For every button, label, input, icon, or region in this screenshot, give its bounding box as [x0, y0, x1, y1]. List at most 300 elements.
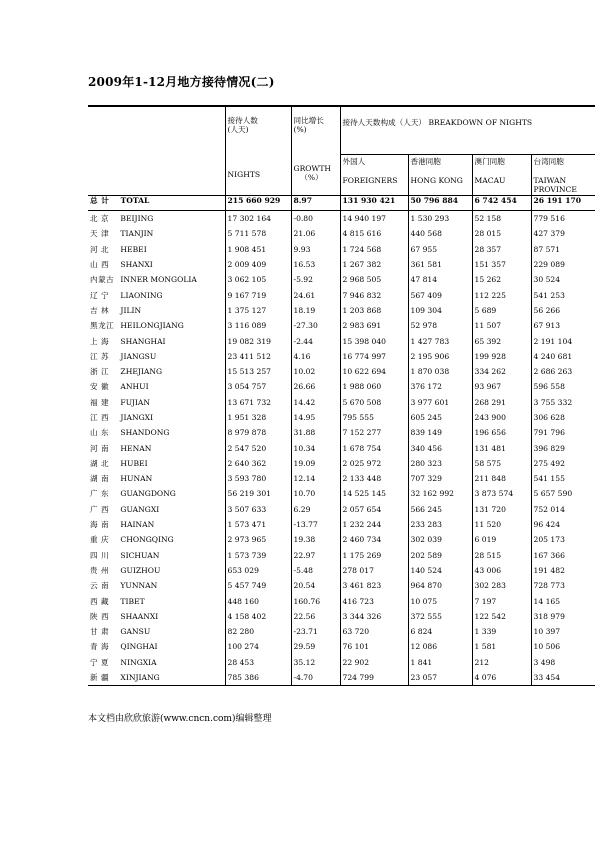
taiwan-cell: 30 524 [531, 272, 595, 287]
growth-cell: 16.53 [291, 257, 340, 272]
table-row [88, 502, 595, 517]
foreigners-cell: 1 203 868 [340, 303, 408, 318]
foreigners-cell: 724 799 [340, 670, 408, 686]
macau-cell: 122 542 [472, 609, 531, 624]
total-zh: 总 计 [90, 196, 110, 205]
table-row [88, 379, 595, 394]
header-region-cell [88, 106, 225, 155]
taiwan-cell: 396 829 [531, 440, 595, 455]
total-hongkong: 50 796 884 [408, 196, 472, 211]
region-en: ZHEJIANG [120, 367, 163, 377]
header-taiwan [531, 155, 595, 196]
hongkong-cell: 605 245 [408, 410, 472, 425]
foreigners-cell: 7 152 277 [340, 425, 408, 440]
hongkong-cell: 839 149 [408, 425, 472, 440]
macau-cell: 302 283 [472, 578, 531, 593]
nights-cell: 3 116 089 [225, 318, 291, 333]
foreigners-cell: 278 017 [340, 563, 408, 578]
region-cell [88, 349, 225, 364]
region-cell [88, 364, 225, 379]
table-row [88, 578, 595, 593]
foreigners-cell: 2 983 691 [340, 318, 408, 333]
region-zh: 陕 西 [90, 611, 110, 621]
header-taiwan-zh: 台湾同胞 [533, 157, 564, 166]
header-growth-label: 同比增长 [293, 116, 324, 125]
taiwan-cell: 10 506 [531, 639, 595, 654]
foreigners-cell: 2 968 505 [340, 272, 408, 287]
region-cell [88, 303, 225, 318]
region-cell [88, 440, 225, 455]
growth-cell: -0.80 [291, 211, 340, 227]
taiwan-cell: 4 240 681 [531, 349, 595, 364]
taiwan-cell: 728 773 [531, 578, 595, 593]
macau-cell: 11 507 [472, 318, 531, 333]
region-zh: 江 西 [90, 413, 110, 422]
region-en: GUIZHOU [120, 565, 161, 575]
macau-cell: 199 928 [472, 349, 531, 364]
region-en: NINGXIA [120, 657, 157, 667]
taiwan-cell: 541 253 [531, 287, 595, 302]
rule-cell [88, 686, 225, 687]
table-row [88, 670, 595, 686]
nights-cell: 2 547 520 [225, 440, 291, 455]
foreigners-cell: 3 461 823 [340, 578, 408, 593]
region-zh: 辽 宁 [90, 290, 110, 300]
taiwan-cell: 96 424 [531, 517, 595, 532]
region-cell [88, 532, 225, 547]
foreigners-cell: 10 622 694 [340, 364, 408, 379]
taiwan-cell: 318 979 [531, 609, 595, 624]
growth-cell: 18.19 [291, 303, 340, 318]
taiwan-cell: 33 454 [531, 670, 595, 686]
total-foreigners: 131 930 421 [340, 196, 408, 211]
header-taiwan-en: TAIWAN PROVINCE [533, 176, 577, 194]
foreigners-cell: 1 232 244 [340, 517, 408, 532]
rule-cell [531, 686, 595, 687]
hongkong-cell: 1 870 038 [408, 364, 472, 379]
nights-cell: 2 973 965 [225, 532, 291, 547]
hongkong-cell: 372 555 [408, 609, 472, 624]
nights-cell: 1 573 471 [225, 517, 291, 532]
taiwan-cell: 541 155 [531, 471, 595, 486]
region-en: SHANXI [120, 260, 153, 270]
nights-cell: 1 375 127 [225, 303, 291, 318]
table-row [88, 440, 595, 455]
taiwan-cell: 167 366 [531, 548, 595, 563]
macau-cell: 5 689 [472, 303, 531, 318]
taiwan-cell: 56 266 [531, 303, 595, 318]
growth-cell: 20.54 [291, 578, 340, 593]
region-zh: 宁 夏 [90, 657, 110, 667]
table-row [88, 226, 595, 241]
growth-cell: -13.77 [291, 517, 340, 532]
macau-cell: 11 520 [472, 517, 531, 532]
region-en: GUANGXI [120, 504, 160, 514]
table-row [88, 425, 595, 440]
table-row [88, 272, 595, 287]
region-zh: 海 南 [90, 520, 110, 530]
growth-cell: 14.95 [291, 410, 340, 425]
region-cell [88, 257, 225, 272]
region-cell [88, 226, 225, 241]
hongkong-cell: 2 195 906 [408, 349, 472, 364]
region-zh: 云 南 [90, 581, 110, 591]
region-cell [88, 395, 225, 410]
macau-cell: 7 197 [472, 593, 531, 608]
region-zh: 吉 林 [90, 305, 110, 315]
header-hongkong [408, 155, 472, 196]
macau-cell: 1 339 [472, 624, 531, 639]
growth-cell: -5.92 [291, 272, 340, 287]
region-cell [88, 456, 225, 471]
header-foreigners-en: FOREIGNERS [342, 176, 398, 185]
region-cell [88, 639, 225, 654]
growth-cell: 4.16 [291, 349, 340, 364]
foreigners-cell: 2 133 448 [340, 471, 408, 486]
growth-cell: -4.70 [291, 670, 340, 686]
macau-cell: 212 [472, 655, 531, 670]
region-cell [88, 563, 225, 578]
region-en: HEILONGJIANG [120, 321, 184, 331]
nights-cell: 17 302 164 [225, 211, 291, 227]
macau-cell: 196 656 [472, 425, 531, 440]
region-zh: 江 苏 [90, 351, 110, 361]
header-region-cell-2 [88, 155, 225, 196]
header-foreigners-zh: 外国人 [342, 157, 366, 166]
foreigners-cell: 1 724 568 [340, 242, 408, 257]
region-cell [88, 593, 225, 608]
table-row [88, 548, 595, 563]
total-region [88, 196, 225, 211]
table-row [88, 410, 595, 425]
header-growth-unit: (%) [293, 125, 307, 134]
taiwan-cell: 10 397 [531, 624, 595, 639]
macau-cell: 28 015 [472, 226, 531, 241]
hongkong-cell: 361 581 [408, 257, 472, 272]
taiwan-cell: 191 482 [531, 563, 595, 578]
hongkong-cell: 440 568 [408, 226, 472, 241]
region-zh: 安 徽 [90, 382, 110, 392]
table-row [88, 655, 595, 670]
table-bottom-rule [88, 686, 595, 687]
nights-cell: 785 386 [225, 670, 291, 686]
nights-cell: 19 082 319 [225, 333, 291, 348]
growth-cell: 160.76 [291, 593, 340, 608]
taiwan-cell: 205 173 [531, 532, 595, 547]
header-growth-en-label: GROWTH [293, 163, 332, 173]
region-en: JIANGSU [120, 351, 157, 361]
total-macau: 6 742 454 [472, 196, 531, 211]
foreigners-cell: 63 720 [340, 624, 408, 639]
nights-cell: 4 158 402 [225, 609, 291, 624]
region-cell [88, 379, 225, 394]
region-en: HEBEI [120, 244, 147, 254]
region-en: SHAANXI [120, 611, 159, 621]
growth-cell: 22.97 [291, 548, 340, 563]
rule-cell [225, 686, 291, 687]
table-row [88, 318, 595, 333]
foreigners-cell: 4 815 616 [340, 226, 408, 241]
taiwan-cell: 87 571 [531, 242, 595, 257]
region-en: SICHUAN [120, 550, 160, 560]
foreigners-cell: 14 525 145 [340, 486, 408, 501]
nights-cell: 2 009 409 [225, 257, 291, 272]
growth-cell: 9.93 [291, 242, 340, 257]
nights-cell: 5 711 578 [225, 226, 291, 241]
header-nights-en-label: NIGHTS [227, 169, 261, 179]
growth-cell: 6.29 [291, 502, 340, 517]
region-cell [88, 502, 225, 517]
taiwan-cell: 427 379 [531, 226, 595, 241]
region-zh: 北 京 [90, 214, 110, 224]
region-en: LIAONING [120, 290, 163, 300]
hongkong-cell: 67 955 [408, 242, 472, 257]
foreigners-cell: 16 774 997 [340, 349, 408, 364]
hongkong-cell: 140 524 [408, 563, 472, 578]
region-cell [88, 272, 225, 287]
foreigners-cell: 1 678 754 [340, 440, 408, 455]
hongkong-cell: 3 977 601 [408, 395, 472, 410]
region-en: HENAN [120, 443, 152, 453]
region-en: JIANGXI [120, 413, 154, 422]
nights-cell: 15 513 257 [225, 364, 291, 379]
macau-cell: 28 357 [472, 242, 531, 257]
hongkong-cell: 340 456 [408, 440, 472, 455]
region-en: GANSU [120, 627, 151, 637]
table-row [88, 287, 595, 302]
region-en: YUNNAN [120, 581, 158, 591]
growth-cell: 24.61 [291, 287, 340, 302]
taiwan-cell: 229 089 [531, 257, 595, 272]
region-zh: 山 西 [90, 260, 110, 270]
macau-cell: 93 967 [472, 379, 531, 394]
growth-cell: 22.56 [291, 609, 340, 624]
growth-cell: 21.06 [291, 226, 340, 241]
header-foreigners [340, 155, 408, 196]
macau-cell: 243 900 [472, 410, 531, 425]
taiwan-cell: 2 686 263 [531, 364, 595, 379]
table-row [88, 333, 595, 348]
foreigners-cell: 3 344 326 [340, 609, 408, 624]
nights-cell: 1 573 739 [225, 548, 291, 563]
region-cell [88, 655, 225, 670]
region-en: HUBEI [120, 458, 148, 468]
hongkong-cell: 109 304 [408, 303, 472, 318]
hongkong-cell: 707 329 [408, 471, 472, 486]
nights-cell: 1 908 451 [225, 242, 291, 257]
table-row [88, 349, 595, 364]
rule-cell [408, 686, 472, 687]
nights-cell: 2 640 362 [225, 456, 291, 471]
foreigners-cell: 15 398 040 [340, 333, 408, 348]
region-zh: 湖 南 [90, 474, 110, 484]
hongkong-cell: 1 841 [408, 655, 472, 670]
hongkong-cell: 52 978 [408, 318, 472, 333]
region-zh: 山 东 [90, 428, 110, 438]
growth-cell: 10.02 [291, 364, 340, 379]
foreigners-cell: 795 555 [340, 410, 408, 425]
table-row [88, 532, 595, 547]
region-cell [88, 486, 225, 501]
header-row-2 [88, 155, 595, 196]
hongkong-cell: 47 814 [408, 272, 472, 287]
growth-cell: 10.34 [291, 440, 340, 455]
total-taiwan: 26 191 170 [531, 196, 595, 211]
header-nights-unit: (人天) [227, 125, 249, 134]
hongkong-cell: 567 409 [408, 287, 472, 302]
nights-cell: 8 979 878 [225, 425, 291, 440]
hongkong-cell: 10 075 [408, 593, 472, 608]
header-breakdown-label: 接待人天数构成（人天） BREAKDOWN OF NIGHTS [342, 118, 533, 127]
macau-cell: 6 019 [472, 532, 531, 547]
macau-cell: 4 076 [472, 670, 531, 686]
table-row [88, 395, 595, 410]
region-zh: 新 疆 [90, 673, 110, 683]
region-en: FUJIAN [120, 397, 151, 407]
hongkong-cell: 1 427 783 [408, 333, 472, 348]
header-growth-en [291, 155, 340, 196]
macau-cell: 43 006 [472, 563, 531, 578]
nights-cell: 1 951 328 [225, 410, 291, 425]
region-en: HUNAN [120, 474, 153, 484]
taiwan-cell: 3 498 [531, 655, 595, 670]
region-en: QINGHAI [120, 642, 158, 652]
hongkong-cell: 280 323 [408, 456, 472, 471]
region-zh: 黑龙江 [90, 321, 115, 331]
table-row [88, 593, 595, 608]
header-macau-zh: 澳门同胞 [474, 157, 505, 166]
growth-cell: 29.59 [291, 639, 340, 654]
region-en: XINJIANG [120, 673, 160, 683]
region-en: TIANJIN [120, 229, 154, 239]
foreigners-cell: 1 267 382 [340, 257, 408, 272]
region-zh: 福 建 [90, 397, 110, 407]
nights-cell: 82 280 [225, 624, 291, 639]
nights-cell: 5 457 749 [225, 578, 291, 593]
taiwan-cell: 306 628 [531, 410, 595, 425]
table-row [88, 242, 595, 257]
macau-cell: 268 291 [472, 395, 531, 410]
rule-cell [291, 686, 340, 687]
region-cell [88, 578, 225, 593]
rule-cell [340, 686, 408, 687]
nights-cell: 23 411 512 [225, 349, 291, 364]
growth-cell: -2.44 [291, 333, 340, 348]
table-row [88, 303, 595, 318]
foreigners-cell: 7 946 832 [340, 287, 408, 302]
growth-cell: 14.42 [291, 395, 340, 410]
region-cell [88, 410, 225, 425]
macau-cell: 211 848 [472, 471, 531, 486]
header-nights-zh [225, 106, 291, 155]
total-row [88, 196, 595, 211]
region-zh: 上 海 [90, 336, 110, 346]
hongkong-cell: 6 824 [408, 624, 472, 639]
macau-cell: 112 225 [472, 287, 531, 302]
region-zh: 浙 江 [90, 367, 110, 377]
header-row-1 [88, 106, 595, 155]
growth-cell: 31.88 [291, 425, 340, 440]
nights-cell: 653 029 [225, 563, 291, 578]
table-row [88, 609, 595, 624]
taiwan-cell: 2 191 104 [531, 333, 595, 348]
header-breakdown [340, 106, 595, 155]
region-zh: 湖 北 [90, 458, 110, 468]
nights-cell: 448 160 [225, 593, 291, 608]
taiwan-cell: 5 657 590 [531, 486, 595, 501]
region-zh: 甘 肃 [90, 627, 110, 637]
foreigners-cell: 14 940 197 [340, 211, 408, 227]
table-row [88, 211, 595, 227]
table-row [88, 517, 595, 532]
region-en: JILIN [120, 305, 142, 315]
nights-cell: 13 671 732 [225, 395, 291, 410]
table-body [88, 106, 595, 686]
region-zh: 西 藏 [90, 596, 110, 606]
region-en: SHANGHAI [120, 336, 166, 346]
region-cell [88, 425, 225, 440]
header-macau-en: MACAU [474, 176, 506, 185]
region-cell [88, 471, 225, 486]
nights-cell: 100 274 [225, 639, 291, 654]
total-nights: 215 660 929 [225, 196, 291, 211]
hongkong-cell: 964 870 [408, 578, 472, 593]
growth-cell: -27.30 [291, 318, 340, 333]
region-zh: 广 东 [90, 489, 110, 499]
hongkong-cell: 202 589 [408, 548, 472, 563]
nights-cell: 56 219 301 [225, 486, 291, 501]
table-row [88, 639, 595, 654]
region-en: ANHUI [120, 382, 149, 392]
region-en: INNER MONGOLIA [120, 275, 197, 285]
taiwan-cell: 3 755 332 [531, 395, 595, 410]
region-cell [88, 548, 225, 563]
footer-note: 本文档由欣欣旅游(www.cncn.com)编辑整理 [88, 714, 272, 724]
hongkong-cell: 1 530 293 [408, 211, 472, 227]
macau-cell: 58 575 [472, 456, 531, 471]
region-zh: 广 西 [90, 504, 110, 514]
header-growth-zh [291, 106, 340, 155]
region-en: GUANGDONG [120, 489, 176, 499]
macau-cell: 131 720 [472, 502, 531, 517]
foreigners-cell: 76 101 [340, 639, 408, 654]
hongkong-cell: 12 086 [408, 639, 472, 654]
hongkong-cell: 376 172 [408, 379, 472, 394]
region-cell [88, 609, 225, 624]
hongkong-cell: 32 162 992 [408, 486, 472, 501]
taiwan-cell: 14 165 [531, 593, 595, 608]
foreigners-cell: 416 723 [340, 593, 408, 608]
growth-cell: 26.66 [291, 379, 340, 394]
region-cell [88, 670, 225, 686]
taiwan-cell: 275 492 [531, 456, 595, 471]
header-macau [472, 155, 531, 196]
taiwan-cell: 596 558 [531, 379, 595, 394]
nights-cell: 9 167 719 [225, 287, 291, 302]
region-en: HAINAN [120, 520, 155, 530]
growth-cell: -23.71 [291, 624, 340, 639]
region-cell [88, 242, 225, 257]
macau-cell: 334 262 [472, 364, 531, 379]
region-en: BEIJING [120, 214, 154, 224]
region-zh: 天 津 [90, 229, 110, 239]
macau-cell: 28 515 [472, 548, 531, 563]
region-zh: 青 海 [90, 642, 110, 652]
nights-cell: 3 062 105 [225, 272, 291, 287]
header-hongkong-en: HONG KONG [410, 176, 463, 185]
total-en: TOTAL [120, 196, 150, 205]
header-nights-label: 接待人数 [227, 116, 258, 125]
